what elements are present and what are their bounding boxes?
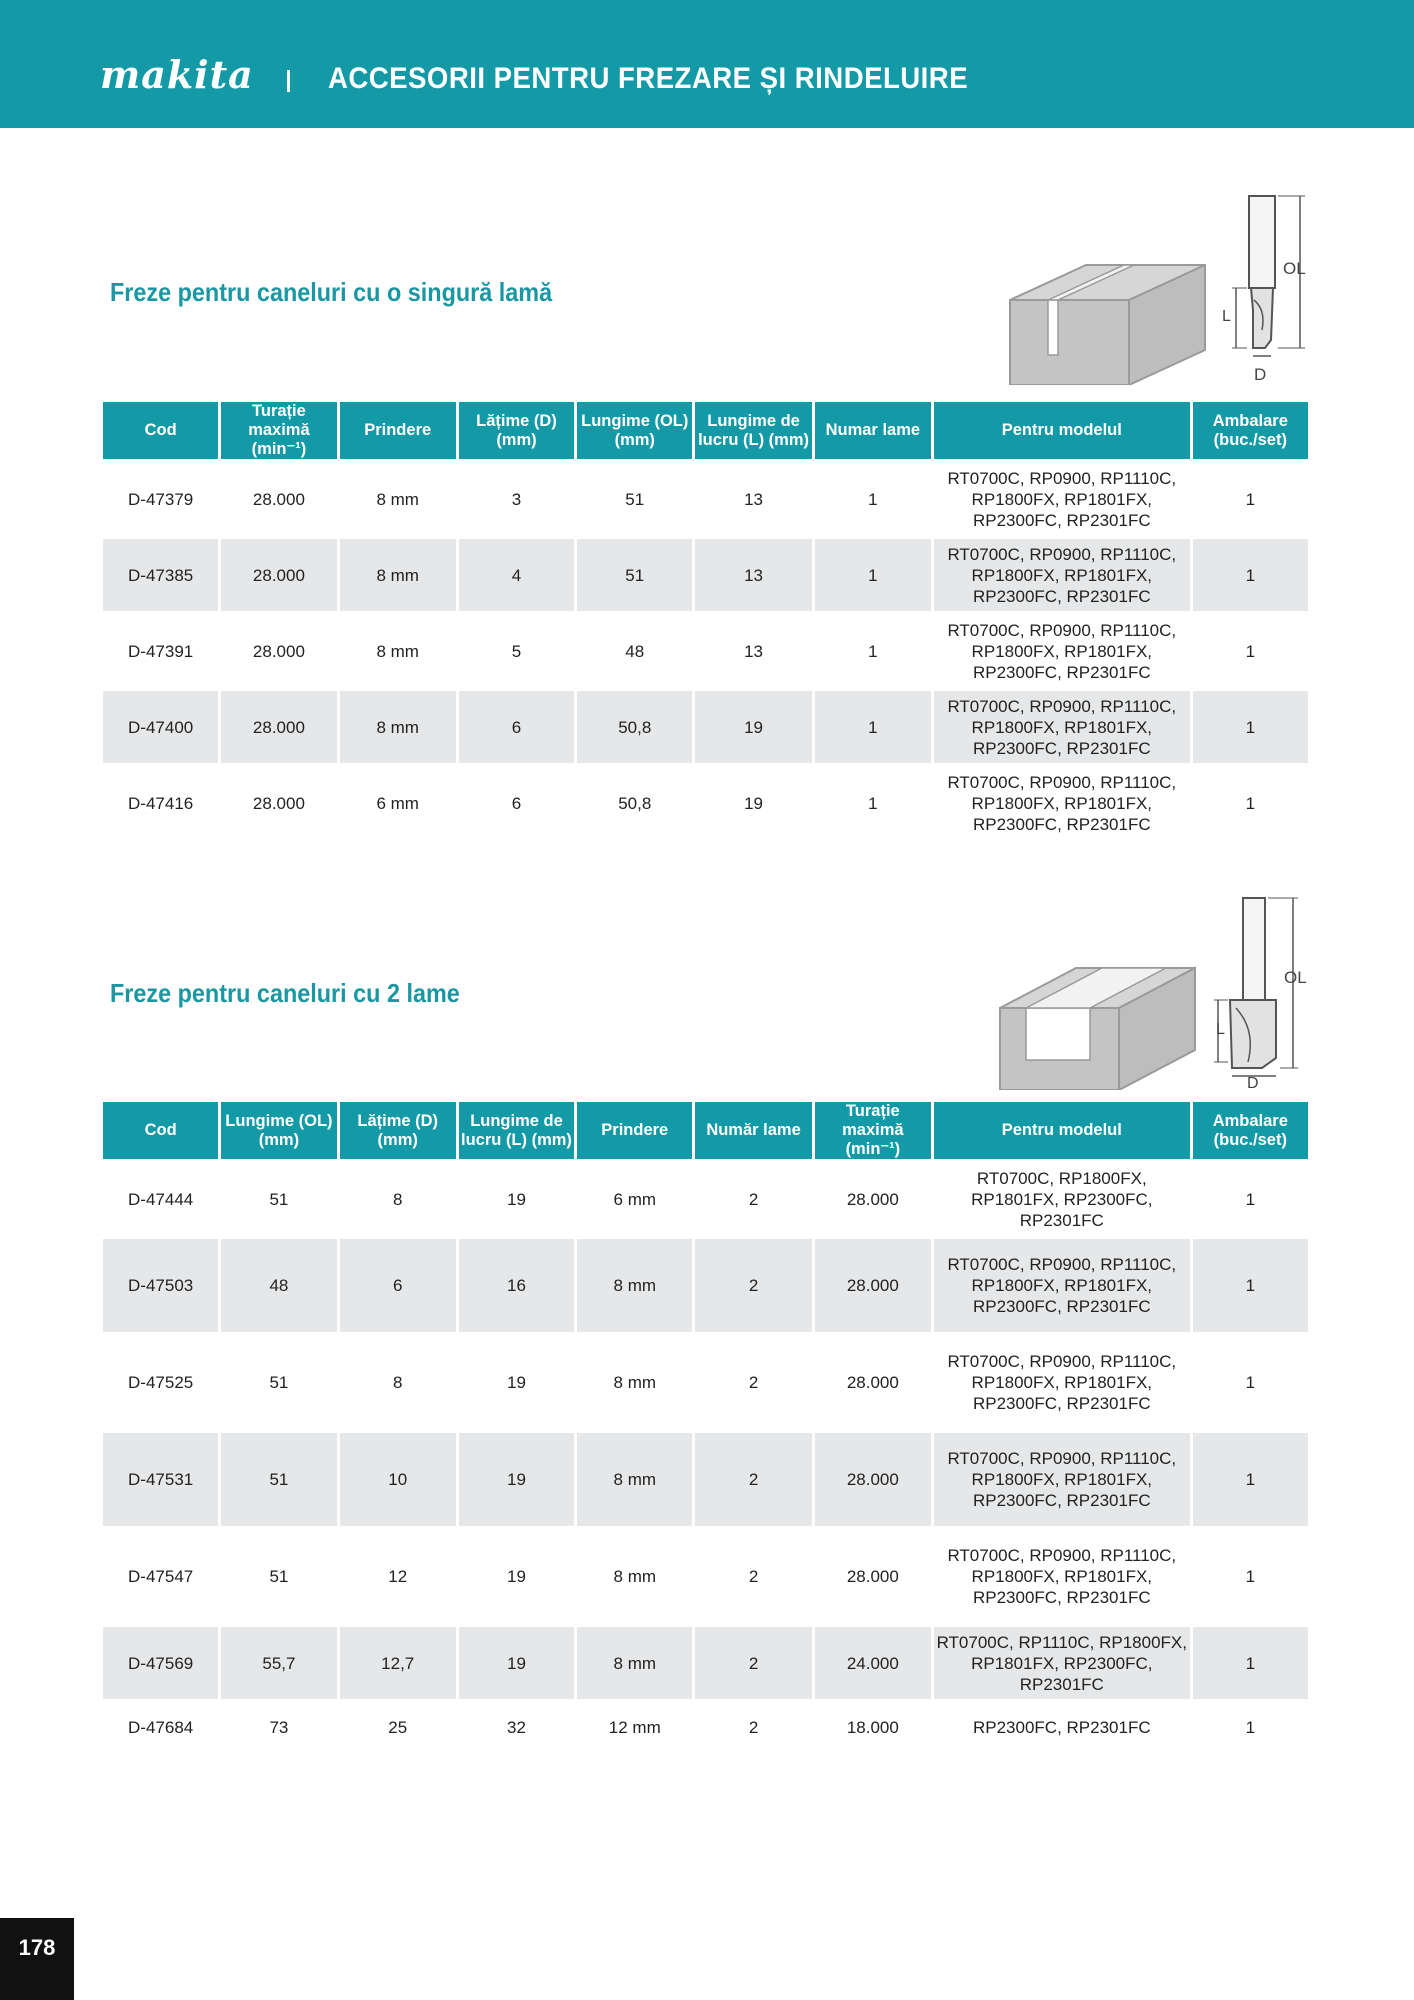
table-cell: 19: [695, 767, 811, 843]
table-row: [103, 1239, 1308, 1336]
table-cell: 28.000: [221, 767, 336, 843]
d-label: D: [1254, 365, 1267, 384]
table-cell: RT0700C, RP0900, RP1110C, RP1800FX, RP1801FX, RP2300FC, RP2301FC: [934, 463, 1190, 539]
column-header: Ambalare (buc./set): [1193, 402, 1308, 463]
column-header: Prindere: [340, 402, 456, 463]
table-cell: 16: [459, 1239, 574, 1336]
l-label: L: [1222, 308, 1231, 325]
table-row: [103, 1627, 1308, 1703]
table-cell: 19: [459, 1627, 574, 1703]
table-cell: 1: [815, 463, 931, 539]
table-cell: 1: [1193, 1433, 1308, 1530]
table-cell: 51: [577, 463, 692, 539]
table-cell: 1: [1193, 691, 1308, 767]
table-cell: 28.000: [221, 539, 336, 615]
header-divider: [287, 70, 290, 92]
table-cell: 25: [340, 1703, 456, 1755]
column-header: Pentru modelul: [934, 402, 1190, 463]
table-cell: 8 mm: [340, 463, 456, 539]
table-cell: 4: [459, 539, 574, 615]
table-row: [103, 691, 1308, 767]
table-cell: 1: [1193, 1703, 1308, 1755]
table-cell: D-47444: [103, 1163, 218, 1239]
column-header: Turație maximă (min⁻¹): [815, 1102, 931, 1163]
table-cell: 48: [577, 615, 692, 691]
table-cell: 12 mm: [577, 1703, 692, 1755]
column-header: Lungime de lucru (L) (mm): [459, 1102, 574, 1163]
table-cell: RT0700C, RP0900, RP1110C, RP1800FX, RP1801FX, RP2300FC, RP2301FC: [934, 691, 1190, 767]
table-row: [103, 539, 1308, 615]
column-header: Număr lame: [695, 1102, 811, 1163]
table-row: [103, 1336, 1308, 1433]
table-cell: 28.000: [815, 1336, 931, 1433]
spec-table-single-blade: [100, 402, 1311, 843]
table-cell: 2: [695, 1336, 811, 1433]
table-row: [103, 1433, 1308, 1530]
spec-table-two-blades: [100, 1102, 1311, 1755]
column-header: Lățime (D) (mm): [340, 1102, 456, 1163]
table-cell: 1: [1193, 1239, 1308, 1336]
column-header: Cod: [103, 402, 218, 463]
d-label: D: [1247, 1075, 1259, 1090]
table-cell: 13: [695, 539, 811, 615]
table-cell: 19: [459, 1433, 574, 1530]
table-cell: 8: [340, 1336, 456, 1433]
table-cell: 8: [340, 1163, 456, 1239]
table-cell: 28.000: [815, 1530, 931, 1627]
table-cell: 51: [221, 1163, 336, 1239]
table-cell: 24.000: [815, 1627, 931, 1703]
column-header: Turație maximă (min⁻¹): [221, 402, 336, 463]
table-cell: 28.000: [815, 1163, 931, 1239]
table-cell: 28.000: [815, 1433, 931, 1530]
table-cell: 6: [459, 691, 574, 767]
table-row: [103, 767, 1308, 843]
table-cell: 1: [815, 691, 931, 767]
table-cell: RT0700C, RP0900, RP1110C, RP1800FX, RP1801FX, RP2300FC, RP2301FC: [934, 1433, 1190, 1530]
table-cell: 19: [459, 1163, 574, 1239]
ol-label: OL: [1284, 968, 1307, 987]
column-header: Numar lame: [815, 402, 931, 463]
table-cell: D-47391: [103, 615, 218, 691]
table-cell: 19: [459, 1336, 574, 1433]
table-cell: 28.000: [221, 463, 336, 539]
section-title-two-blades: Freze pentru caneluri cu 2 lame: [110, 978, 460, 1008]
table-row: [103, 1163, 1308, 1239]
table-cell: 1: [815, 615, 931, 691]
table-cell: 1: [1193, 1627, 1308, 1703]
table-cell: D-47416: [103, 767, 218, 843]
table-cell: 18.000: [815, 1703, 931, 1755]
table-cell: 3: [459, 463, 574, 539]
table-cell: 51: [577, 539, 692, 615]
table-cell: 2: [695, 1433, 811, 1530]
table-cell: RP2300FC, RP2301FC: [934, 1703, 1190, 1755]
table-cell: 8 mm: [577, 1239, 692, 1336]
table-cell: D-47684: [103, 1703, 218, 1755]
table-cell: RT0700C, RP0900, RP1110C, RP1800FX, RP1801FX, RP2300FC, RP2301FC: [934, 767, 1190, 843]
table-cell: RT0700C, RP0900, RP1110C, RP1800FX, RP1801FX, RP2300FC, RP2301FC: [934, 1336, 1190, 1433]
table-cell: 10: [340, 1433, 456, 1530]
page-title: ACCESORII PENTRU FREZARE ȘI RINDELUIRE: [328, 62, 969, 95]
table-cell: 28.000: [221, 615, 336, 691]
table-cell: D-47569: [103, 1627, 218, 1703]
table-cell: RT0700C, RP0900, RP1110C, RP1800FX, RP1801FX, RP2300FC, RP2301FC: [934, 615, 1190, 691]
makita-logo: makita: [100, 52, 254, 97]
table-cell: D-47503: [103, 1239, 218, 1336]
table-cell: 19: [459, 1530, 574, 1627]
table-cell: 1: [1193, 463, 1308, 539]
table-cell: 8 mm: [577, 1530, 692, 1627]
table-cell: 1: [1193, 615, 1308, 691]
table-cell: 51: [221, 1433, 336, 1530]
table-cell: RT0700C, RP1800FX, RP1801FX, RP2300FC, RP2301FC: [934, 1163, 1190, 1239]
table-cell: 8 mm: [340, 615, 456, 691]
table-cell: 5: [459, 615, 574, 691]
l-label: L: [1216, 1021, 1225, 1038]
table-cell: 1: [1193, 1336, 1308, 1433]
table-cell: 2: [695, 1239, 811, 1336]
table-row: [103, 1530, 1308, 1627]
table-cell: 28.000: [221, 691, 336, 767]
table-cell: 1: [815, 767, 931, 843]
table-cell: 2: [695, 1530, 811, 1627]
table-cell: 1: [1193, 1163, 1308, 1239]
table-row: [103, 615, 1308, 691]
column-header: Cod: [103, 1102, 218, 1163]
table-cell: RT0700C, RP1110C, RP1800FX, RP1801FX, RP2300FC, RP2301FC: [934, 1627, 1190, 1703]
table-cell: 6 mm: [577, 1163, 692, 1239]
table-cell: 8 mm: [340, 691, 456, 767]
table-cell: 48: [221, 1239, 336, 1336]
page-number: 178: [18, 1935, 56, 1960]
column-header: Prindere: [577, 1102, 692, 1163]
table-cell: 28.000: [815, 1239, 931, 1336]
table-cell: 8 mm: [577, 1433, 692, 1530]
table-cell: 6: [340, 1239, 456, 1336]
page-header: [0, 0, 1414, 128]
table-cell: 73: [221, 1703, 336, 1755]
table-cell: 51: [221, 1530, 336, 1627]
table-cell: 6 mm: [340, 767, 456, 843]
table-cell: 32: [459, 1703, 574, 1755]
table-cell: 2: [695, 1163, 811, 1239]
table-cell: 6: [459, 767, 574, 843]
ol-label: OL: [1283, 259, 1306, 278]
table-cell: 50,8: [577, 767, 692, 843]
column-header: Lățime (D) (mm): [459, 402, 574, 463]
table-cell: 8 mm: [340, 539, 456, 615]
table-cell: D-47531: [103, 1433, 218, 1530]
table-cell: 12: [340, 1530, 456, 1627]
table-cell: RT0700C, RP0900, RP1110C, RP1800FX, RP1801FX, RP2300FC, RP2301FC: [934, 1530, 1190, 1627]
table-cell: 50,8: [577, 691, 692, 767]
table-cell: RT0700C, RP0900, RP1110C, RP1800FX, RP1801FX, RP2300FC, RP2301FC: [934, 1239, 1190, 1336]
table-cell: D-47547: [103, 1530, 218, 1627]
table-cell: D-47525: [103, 1336, 218, 1433]
table-cell: 12,7: [340, 1627, 456, 1703]
column-header: Lungime (OL) (mm): [577, 402, 692, 463]
table-cell: 1: [815, 539, 931, 615]
table-row: [103, 463, 1308, 539]
table-cell: 13: [695, 615, 811, 691]
groove-diagram-single-blade: [1000, 190, 1320, 385]
table-cell: 8 mm: [577, 1336, 692, 1433]
table-cell: 1: [1193, 1530, 1308, 1627]
table-cell: 55,7: [221, 1627, 336, 1703]
column-header: Lungime de lucru (L) (mm): [695, 402, 811, 463]
table-cell: RT0700C, RP0900, RP1110C, RP1800FX, RP1801FX, RP2300FC, RP2301FC: [934, 539, 1190, 615]
table-cell: D-47400: [103, 691, 218, 767]
table-cell: 2: [695, 1703, 811, 1755]
table-cell: 51: [221, 1336, 336, 1433]
table-cell: 8 mm: [577, 1627, 692, 1703]
table-cell: 1: [1193, 767, 1308, 843]
table-cell: D-47385: [103, 539, 218, 615]
table-cell: 19: [695, 691, 811, 767]
column-header: Lungime (OL) (mm): [221, 1102, 336, 1163]
table-cell: 1: [1193, 539, 1308, 615]
table-cell: D-47379: [103, 463, 218, 539]
column-header: Ambalare (buc./set): [1193, 1102, 1308, 1163]
table-cell: 2: [695, 1627, 811, 1703]
column-header: Pentru modelul: [934, 1102, 1190, 1163]
groove-diagram-two-blades: [990, 890, 1320, 1090]
table-row: [103, 1703, 1308, 1755]
table-cell: 13: [695, 463, 811, 539]
section-title-single-blade: Freze pentru caneluri cu o singură lamă: [110, 277, 553, 307]
